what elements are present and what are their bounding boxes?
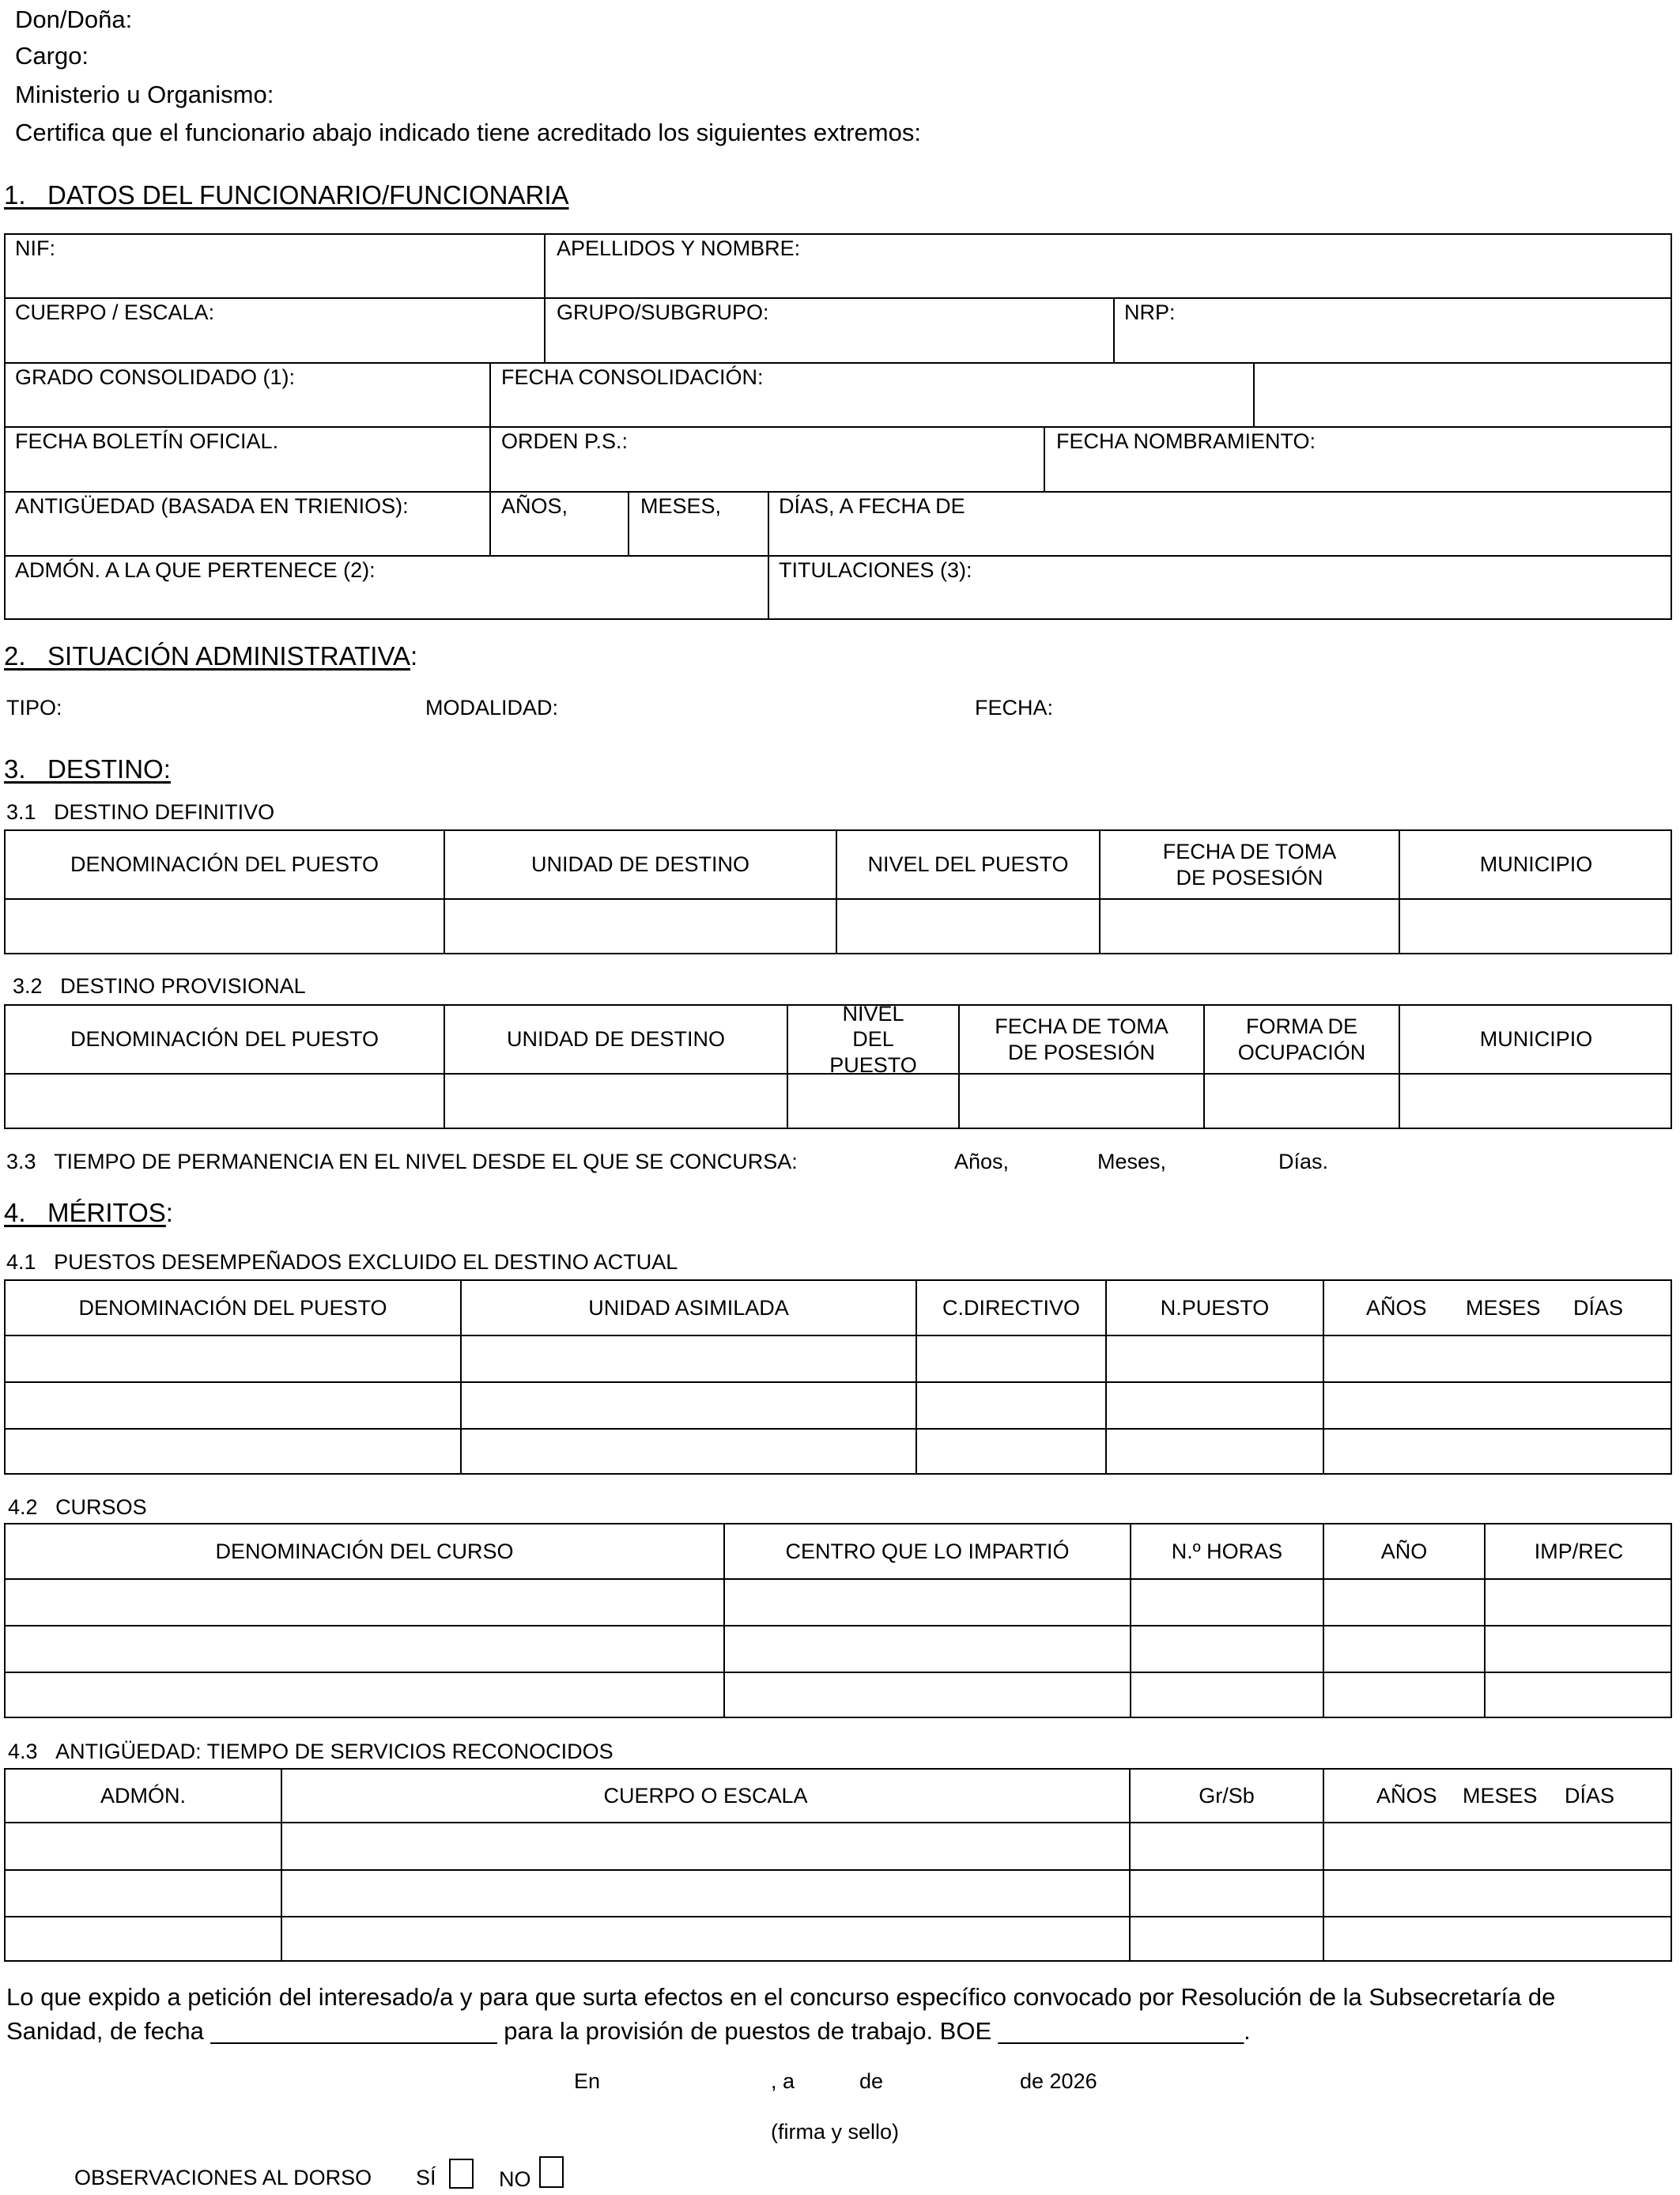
- apellidos-label: APELLIDOS Y NOMBRE:: [557, 236, 801, 260]
- header-fecha-toma: FECHA DE TOMA DE POSESIÓN: [1162, 840, 1337, 890]
- s33-anos: Años,: [954, 1150, 1010, 1173]
- header-centro: CENTRO QUE LO IMPARTIÓ: [785, 1539, 1070, 1563]
- s33-number: 3.3: [6, 1150, 36, 1173]
- s33-meses: Meses,: [1097, 1150, 1167, 1173]
- section2-colon: :: [410, 641, 418, 671]
- header-cuerpo-escala: CUERPO O ESCALA: [603, 1783, 808, 1808]
- header-anos: AÑOS: [1366, 1296, 1427, 1320]
- s42-number: 4.2: [8, 1495, 38, 1519]
- s33-dias: Días.: [1278, 1150, 1329, 1173]
- no-label: NO: [499, 2167, 531, 2191]
- no-checkbox[interactable]: [539, 2156, 564, 2188]
- de-label: de: [859, 2069, 884, 2093]
- s33-heading: [6, 1151, 798, 1173]
- s31-heading: [6, 802, 274, 823]
- section4-title: MÉRITOS: [47, 1198, 166, 1227]
- section4-colon: :: [165, 1198, 173, 1227]
- fecha-nombramiento-label: FECHA NOMBRAMIENTO:: [1056, 429, 1316, 453]
- header-unidad-asimilada: UNIDAD ASIMILADA: [588, 1295, 789, 1320]
- header-denominacion-curso: DENOMINACIÓN DEL CURSO: [215, 1539, 514, 1563]
- dias-fecha-label: DÍAS, A FECHA DE: [779, 494, 965, 518]
- section2-title: SITUACIÓN ADMINISTRATIVA: [47, 641, 411, 671]
- header-denominacion-puesto: DENOMINACIÓN DEL PUESTO: [70, 852, 379, 877]
- observaciones-label: OBSERVACIONES AL DORSO: [74, 2166, 372, 2189]
- header-unidad-destino: UNIDAD DE DESTINO: [506, 1027, 726, 1052]
- header-horas: N.º HORAS: [1171, 1539, 1283, 1563]
- en-label: En: [574, 2069, 601, 2093]
- header-anos: AÑOS: [1376, 1784, 1437, 1808]
- header-denominacion-puesto: DENOMINACIÓN DEL PUESTO: [70, 1027, 379, 1052]
- nif-label: NIF:: [15, 236, 55, 260]
- expedicion-paragraph-line2: Sanidad, de fecha _____________________ para la provisión de puestos de trabajo. BOE __________________.: [6, 2017, 1251, 2045]
- s41-heading: [6, 1252, 678, 1273]
- de-year-label: de 2026: [1020, 2069, 1097, 2093]
- s32-number: 3.2: [13, 974, 43, 998]
- header-nivel-puesto: NIVEL DEL PUESTO: [867, 852, 1069, 877]
- section3-title: DESTINO:: [47, 754, 171, 784]
- header-nivel-puesto: NIVEL DEL PUESTO: [829, 1001, 917, 1077]
- section2-heading: [4, 643, 417, 669]
- s43-number: 4.3: [8, 1740, 38, 1763]
- s43-title: ANTIGÜEDAD: TIEMPO DE SERVICIOS RECONOCIDOS: [55, 1740, 613, 1763]
- modalidad-label: MODALIDAD:: [425, 696, 559, 720]
- antiguedad-label: ANTIGÜEDAD (BASADA EN TRIENIOS):: [15, 494, 409, 518]
- header-dias: DÍAS: [1573, 1296, 1624, 1320]
- s43-heading: [8, 1741, 613, 1762]
- header-imp-rec: IMP/REC: [1534, 1539, 1624, 1563]
- cargo-label: Cargo:: [15, 42, 89, 70]
- header-municipio: MUNICIPIO: [1479, 1027, 1593, 1052]
- fecha-boletin-label: FECHA BOLETÍN OFICIAL.: [15, 429, 279, 453]
- si-checkbox[interactable]: [449, 2159, 474, 2189]
- s42-heading: [8, 1497, 147, 1518]
- s32-title: DESTINO PROVISIONAL: [60, 974, 306, 998]
- header-meses: MESES: [1466, 1296, 1541, 1320]
- header-gr-sb: Gr/Sb: [1199, 1783, 1255, 1808]
- certifica-text: Certifica que el funcionario abajo indicado tiene acreditado los siguientes extremos:: [15, 119, 921, 146]
- section3-heading: [4, 756, 171, 782]
- a-label: , a: [771, 2069, 795, 2093]
- fecha-consolidacion-label: FECHA CONSOLIDACIÓN:: [501, 365, 764, 389]
- s31-title: DESTINO DEFINITIVO: [54, 800, 275, 824]
- tipo-label: TIPO:: [6, 696, 62, 720]
- s32-heading: [13, 976, 306, 997]
- fecha-label: FECHA:: [975, 696, 1054, 720]
- header-municipio: MUNICIPIO: [1479, 852, 1593, 877]
- header-n-puesto: N.PUESTO: [1160, 1295, 1270, 1320]
- header-admon: ADMÓN.: [100, 1783, 186, 1808]
- header-unidad-destino: UNIDAD DE DESTINO: [530, 852, 750, 877]
- expedicion-paragraph-line1: Lo que expido a petición del interesado/a y para que surta efectos en el concurso específico convocado por Resolución de la Subsecretaría de: [6, 1983, 1556, 2011]
- header-c-directivo: C.DIRECTIVO: [942, 1295, 1080, 1320]
- s41-title: PUESTOS DESEMPEÑADOS EXCLUIDO EL DESTINO ACTUAL: [54, 1250, 678, 1274]
- section4-number: 4.: [4, 1198, 26, 1227]
- grado-label: GRADO CONSOLIDADO (1):: [15, 365, 296, 389]
- header-meses: MESES: [1463, 1784, 1538, 1808]
- s42-title: CURSOS: [55, 1495, 147, 1519]
- header-forma-ocupacion: FORMA DE OCUPACIÓN: [1237, 1014, 1366, 1064]
- meses-label: MESES,: [640, 494, 722, 518]
- s31-number: 3.1: [6, 800, 36, 824]
- admon-label: ADMÓN. A LA QUE PERTENECE (2):: [15, 558, 376, 582]
- section1-title: DATOS DEL FUNCIONARIO/FUNCIONARIA: [47, 180, 569, 210]
- titulaciones-label: TITULACIONES (3):: [779, 558, 972, 582]
- s33-title: TIEMPO DE PERMANENCIA EN EL NIVEL DESDE EL QUE SE CONCURSA:: [54, 1150, 798, 1173]
- nrp-label: NRP:: [1124, 300, 1176, 324]
- section4-heading: [4, 1200, 173, 1226]
- ministerio-label: Ministerio u Organismo:: [15, 81, 274, 108]
- cuerpo-label: CUERPO / ESCALA:: [15, 300, 215, 324]
- don-label: Don/Doña:: [15, 6, 133, 33]
- firma-label: (firma y sello): [771, 2120, 900, 2144]
- orden-label: ORDEN P.S.:: [501, 429, 629, 453]
- section1-number: 1.: [4, 180, 26, 210]
- header-ano: AÑO: [1380, 1539, 1428, 1563]
- header-denominacion-puesto: DENOMINACIÓN DEL PUESTO: [78, 1295, 387, 1320]
- anos-label: AÑOS,: [501, 494, 568, 518]
- grupo-label: GRUPO/SUBGRUPO:: [557, 300, 769, 324]
- section2-number: 2.: [4, 641, 26, 671]
- header-fecha-toma: FECHA DE TOMA DE POSESIÓN: [995, 1014, 1168, 1064]
- si-label: SÍ: [416, 2166, 436, 2189]
- s41-number: 4.1: [6, 1250, 36, 1274]
- section1-heading: [4, 182, 569, 208]
- header-dias: DÍAS: [1565, 1784, 1615, 1808]
- section3-number: 3.: [4, 754, 26, 784]
